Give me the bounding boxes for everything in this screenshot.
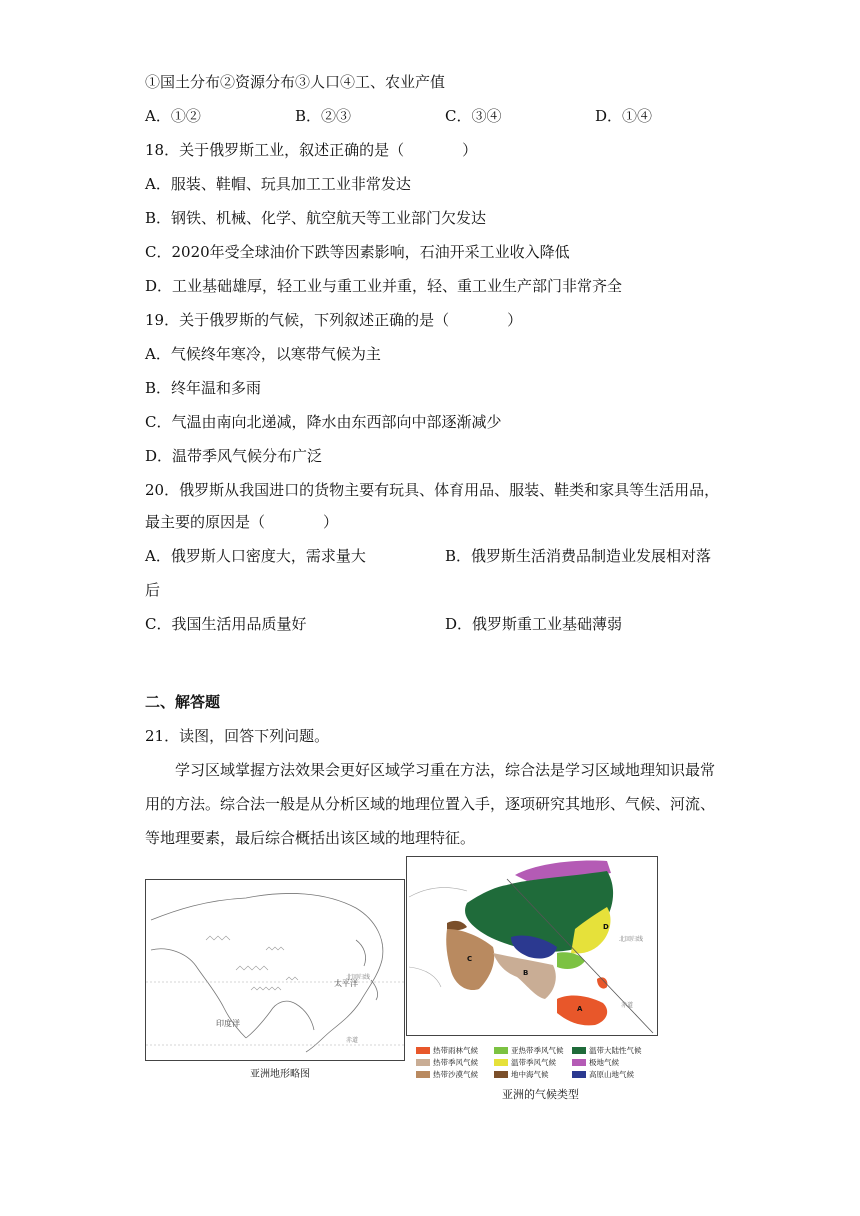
q20-option-c: C．我国生活用品质量好 [145,615,307,633]
legend-item [494,1045,564,1056]
q18-option-c: C．2020年受全球油价下跌等因素影响，石油开采工业收入降低 [145,243,570,261]
legend-swatch [572,1047,586,1054]
label-pacific: 太平洋 [334,979,358,988]
legend-swatch [416,1047,430,1054]
marker-a: A [577,1005,583,1013]
q20-option-b: B．俄罗斯生活消费品制造业发展相对落 [445,547,712,565]
climate-map-caption: 亚洲的气候类型 [502,1088,579,1101]
q19-stem: 19．关于俄罗斯的气候，下列叙述正确的是（ [145,311,450,329]
q19-option-b: B．终年温和多雨 [145,379,262,397]
legend-label: 热带季风气候 [433,1058,478,1067]
legend-label: 热带雨林气候 [433,1046,478,1055]
label-indian-ocean: 印度洋 [216,1019,240,1028]
legend-item [494,1069,549,1080]
legend-item [572,1069,634,1080]
legend-item [494,1057,556,1068]
legend-item [572,1057,619,1068]
q18-close: ） [462,141,478,159]
q21-paragraph-line2: 用的方法。综合法一般是从分析区域的地理位置入手，逐项研究其地形、气候、河流、 [145,795,716,813]
q17-option-c: C．③④ [445,107,502,125]
q20-question-line2 [145,512,338,532]
legend-swatch [416,1059,430,1066]
label-equator: 赤道 [346,1037,359,1044]
region-subtropical-monsoon [557,952,585,969]
legend-label: 热带沙漠气候 [433,1070,478,1079]
q21-paragraph-line3: 等地理要素，最后综合概括出该区域的地理特征。 [145,829,476,847]
q18-option-d: D．工业基础雄厚，轻工业与重工业并重，轻、重工业生产部门非常齐全 [145,277,623,295]
legend-swatch [572,1059,586,1066]
legend-label: 地中海气候 [511,1070,549,1079]
q20-option-d: D．俄罗斯重工业基础薄弱 [445,615,623,633]
q19-option-d: D．温带季风气候分布广泛 [145,447,323,465]
q17-stem: ①国土分布②资源分布③人口④工、农业产值 [145,73,446,91]
q17-option-d: D．①④ [595,107,653,125]
q21-paragraph-line1: 学习区域掌握方法效果会更好区域学习重在方法，综合法是学习区域地理知识最常 [175,761,716,779]
q17-option-a: A．①② [145,107,201,125]
q20-stem-line2: 最主要的原因是（ [145,513,266,531]
legend-label: 亚热带季风气候 [511,1046,564,1055]
legend-label: 温带大陆性气候 [589,1046,642,1055]
climate-label-tropic: 北回归线 [619,936,644,943]
q21-stem: 21．读图，回答下列问题。 [145,727,330,745]
legend-item [416,1069,478,1080]
legend-item [416,1057,478,1068]
q20-option-b-wrap: 后 [145,581,161,599]
legend-swatch [416,1071,430,1078]
asia-climate-map [406,856,658,1036]
marker-c: C [467,955,473,963]
legend-swatch [494,1071,508,1078]
q18-option-a: A．服装、鞋帽、玩具加工工业非常发达 [145,175,411,193]
climate-map-drawing [407,857,657,1035]
q20-stem-line1: 20．俄罗斯从我国进口的货物主要有玩具、体育用品、服装、鞋类和家具等生活用品， [145,481,720,499]
q19-option-a: A．气候终年寒冷，以寒带气候为主 [145,345,381,363]
legend-swatch [494,1047,508,1054]
legend-item [572,1045,642,1056]
legend-swatch [572,1071,586,1078]
q20-option-a: A．俄罗斯人口密度大，需求量大 [145,547,366,565]
q18-stem: 18．关于俄罗斯工业，叙述正确的是（ [145,141,405,159]
marker-d: D [603,923,609,931]
terrain-map-drawing [146,880,404,1060]
terrain-grid [146,982,404,1045]
region-mediterranean [447,921,467,930]
label-tropic: 北回归线 [346,974,371,981]
marker-b: B [523,969,529,977]
q20-close: ） [323,513,339,531]
climate-legend [416,1045,656,1081]
terrain-coastline [151,893,383,1052]
q19-close: ） [507,311,523,329]
section-title: 二、解答题 [145,693,221,711]
legend-label: 温带季风气候 [511,1058,556,1067]
legend-swatch [494,1059,508,1066]
terrain-map-caption: 亚洲地形略图 [250,1069,310,1080]
legend-label: 高原山地气候 [589,1070,634,1079]
q18-question [145,140,477,160]
legend-label: 极地气候 [589,1058,619,1067]
climate-label-equator: 赤道 [621,1002,634,1009]
q17-option-b: B．②③ [295,107,352,125]
q19-option-c: C．气温由南向北递减，降水由东西部向中部逐渐减少 [145,413,502,431]
legend-item [416,1045,478,1056]
q18-option-b: B．钢铁、机械、化学、航空航天等工业部门欠发达 [145,209,487,227]
asia-terrain-map [145,879,405,1061]
q19-question [145,310,522,330]
